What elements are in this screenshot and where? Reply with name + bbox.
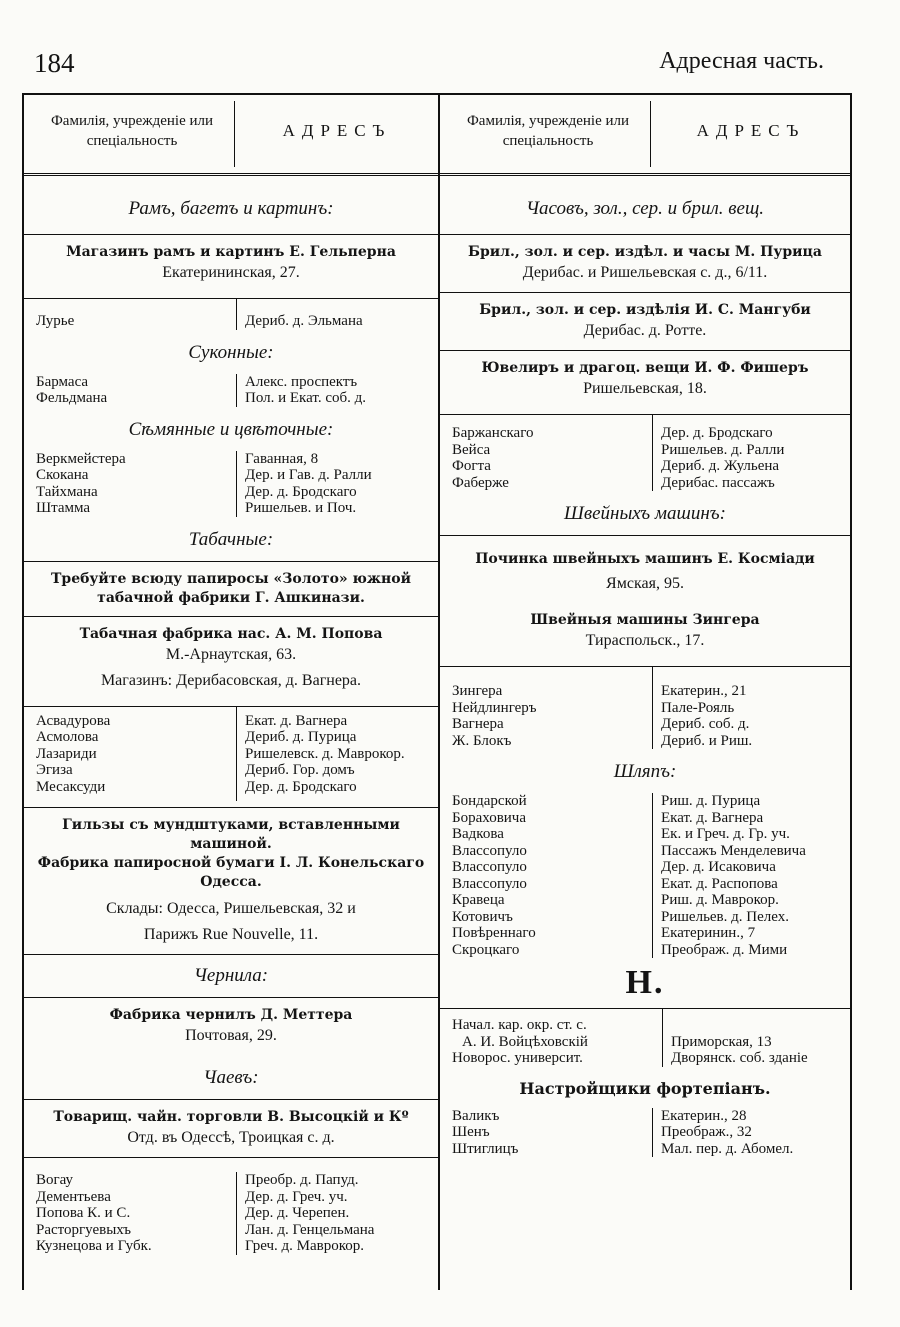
entry-name: Асвадурова (36, 712, 111, 729)
ad-address: Почтовая, 29. (185, 1027, 277, 1044)
list-item (440, 793, 850, 810)
category-frames: Рамъ, багетъ и картинъ: (128, 198, 334, 219)
list-piano-tuners (440, 1108, 850, 1158)
list-item (24, 729, 438, 746)
list-watches (440, 414, 850, 491)
entry-address: Преображ. д. Мими (653, 942, 851, 959)
ad-address: Дерибас. д. Ротте. (583, 322, 707, 339)
address-column-header: АДРЕСЪ (696, 121, 806, 140)
entry-address: Ек. и Греч. д. Гр. уч. (653, 826, 851, 843)
left-column (24, 95, 440, 1290)
list-item (24, 451, 438, 468)
list-item (24, 1172, 438, 1189)
list-sewing (440, 666, 850, 749)
entry-address: Екатеринин., 7 (653, 925, 851, 942)
ad-sewing-kosmiadi (440, 535, 850, 603)
entry-name: Месаксуди (36, 778, 106, 795)
category-tea: Чаевъ: (203, 1067, 259, 1088)
ad-text: Требуйте всюду папиросы «Золото» южной табачной фабрики Г. Ашкинази. (50, 570, 412, 606)
entry-address: Мал. пер. д. Абомел. (653, 1141, 851, 1158)
entry-name: Повѣреннаго (452, 925, 536, 941)
entry-address: Екатерин., 21 (653, 667, 851, 700)
ad-name: Починка швейныхъ машинъ Е. Космiади (475, 551, 815, 567)
category-piano-tuners: Настройщики фортепіанъ. (519, 1078, 771, 1098)
directory-frame (22, 93, 852, 1290)
list-item (440, 892, 850, 909)
entry-address: Преображ., 32 (653, 1124, 851, 1141)
entry-address: Дер. д. Бродскаго (653, 415, 851, 442)
ad-name: Товарищ. чайн. торговли В. Высоцкій и Кº (53, 1109, 409, 1125)
entry-name: Лазариди (36, 745, 97, 762)
entry-address: Дер. д. Исаковича (653, 859, 851, 876)
ad-line: Фабрика папиросной бумаги І. Л. Конельскаго (37, 855, 425, 871)
list-seed (24, 451, 438, 517)
entry-name: А. И. Войцѣховскій (462, 1033, 588, 1050)
list-frames (24, 298, 438, 330)
category-sewing: Швейныхъ машинъ: (564, 503, 726, 524)
entry-address: Дер. д. Черепен. (237, 1205, 439, 1222)
entry-address: Греч. д. Маврокор. (237, 1238, 439, 1255)
ad-frames (24, 234, 438, 292)
entry-name: Асмолова (36, 729, 99, 745)
list-item (24, 762, 438, 779)
entry-address: Дериб. соб. д. (653, 716, 851, 733)
entry-name: Фогта (452, 458, 491, 474)
category-watches: Часовъ, зол., сер. и брил. вещ. (525, 198, 765, 219)
list-item (440, 925, 850, 942)
entry-address: Алекс. проспектъ (237, 374, 439, 391)
ad-name: Швейныя машины Зингера (530, 612, 760, 628)
entry-address: Ришельев. и Поч. (237, 500, 439, 517)
entry-name: Нейдлингеръ (452, 699, 537, 716)
ad-address: Дерибас. и Ришельевская с. д., 6/11. (522, 264, 768, 281)
entry-name: Фаберже (452, 474, 509, 491)
category-ink: Чернила: (24, 954, 438, 987)
ad-address: Склады: Одесса, Ришельевская, 32 и (106, 900, 356, 917)
entry-address: Екат. д. Вагнера (653, 810, 851, 827)
ad-line: Одесса. (200, 874, 262, 890)
ad-watches-puritz (440, 234, 850, 292)
entry-name: Кравеца (452, 892, 505, 908)
entry-name: Влассопуло (452, 842, 527, 859)
entry-address: Екат. д. Распопова (653, 876, 851, 893)
ad-address: М.-Арнаутская, 63. (165, 645, 297, 663)
entry-address: Преобр. д. Папуд. (237, 1172, 439, 1189)
entry-address: Екатерин., 28 (653, 1108, 851, 1125)
right-column (440, 95, 850, 1290)
entry-address: Дериб. и Риш. (653, 733, 851, 750)
ad-watches-fisher (440, 350, 850, 408)
entry-name: Фельдмана (36, 390, 108, 406)
entry-name: Вейса (452, 441, 491, 458)
ad-tobacco-konelsky (24, 807, 438, 954)
list-item (440, 909, 850, 926)
entry-name: Вогау (36, 1172, 74, 1188)
entry-address: Гаванная, 8 (237, 451, 439, 468)
column-header (440, 95, 850, 176)
entry-name: Валикъ (452, 1107, 500, 1124)
entry-name: Начал. кар. окр. ст. с. (452, 1017, 587, 1033)
column-header (24, 95, 438, 176)
page-number: 184 (34, 48, 75, 78)
list-item (24, 1238, 438, 1255)
name-column-header: Фамилія, учрежденіе или спеціальность (466, 113, 630, 149)
entry-address: Дер. д. Греч. уч. (237, 1189, 439, 1206)
entry-name: Зингера (452, 683, 503, 699)
page-running-title: Адресная часть. (659, 48, 824, 74)
entry-address: Ришелевск. д. Маврокор. (237, 746, 439, 763)
entry-address: Дер. д. Бродскаго (237, 779, 439, 802)
list-item (440, 1034, 850, 1051)
list-item (440, 1009, 850, 1034)
list-item (440, 1124, 850, 1141)
ad-address: Магазинъ: Дерибасовская, д. Вагнера. (100, 671, 362, 689)
entry-name: Новорос. университ. (452, 1050, 583, 1066)
list-item (440, 876, 850, 893)
entry-address: Риш. д. Маврокор. (653, 892, 851, 909)
header-divider (650, 101, 651, 167)
ad-name: Ювелиръ и драгоц. вещи И. Ф. Фишеръ (481, 360, 809, 376)
entry-name: Ж. Блокъ (452, 732, 512, 749)
entry-address (663, 1009, 851, 1034)
name-column-header: Фамилія, учрежденіе или спеціальность (50, 113, 214, 149)
list-item (24, 706, 438, 729)
list-item (440, 700, 850, 717)
list-item (24, 779, 438, 802)
ad-watches-mangubi (440, 292, 850, 350)
list-item (440, 843, 850, 860)
ad-name: Фабрика чернилъ Д. Меттера (109, 1007, 353, 1023)
entry-name: Эгиза (36, 762, 73, 778)
category-cloth: Суконные: (188, 341, 274, 363)
entry-address: Риш. д. Пурица (653, 793, 851, 810)
entry-name: Вагнера (452, 716, 504, 732)
entry-address: Ришельев. д. Ралли (653, 442, 851, 459)
list-item (440, 442, 850, 459)
entry-address: Ришельев. д. Пелех. (653, 909, 851, 926)
list-item (440, 810, 850, 827)
entry-name: Котовичъ (452, 908, 513, 925)
entry-name: Скроцкаго (452, 941, 520, 958)
list-item (24, 390, 438, 407)
list-item (440, 716, 850, 733)
ad-tea (24, 1099, 438, 1158)
list-item (440, 859, 850, 876)
ad-tobacco-popov (24, 616, 438, 700)
entry-name: Попова К. и С. (36, 1205, 131, 1221)
list-item (440, 415, 850, 442)
ad-address: Ямская, 95. (606, 575, 684, 592)
entry-address: Дериб. д. Жульена (653, 458, 851, 475)
list-item (440, 475, 850, 492)
entry-name: Бондарской (452, 793, 527, 809)
list-item (24, 1189, 438, 1206)
entry-name: Дементьева (36, 1188, 111, 1205)
entry-name: Вадкова (452, 826, 504, 842)
entry-address: Дериб. Гор. домъ (237, 762, 439, 779)
list-item (24, 484, 438, 501)
ad-address: Ришельевская, 18. (583, 380, 707, 397)
entry-address: Лан. д. Генцельмана (237, 1222, 439, 1239)
ad-address: Парижъ Rue Nouvelle, 11. (143, 926, 319, 943)
ad-tobacco-zoloto (24, 561, 438, 616)
entry-name: Лурье (36, 313, 75, 329)
entry-name: Веркмейстера (36, 450, 126, 467)
ad-name: Табачная фабрика нас. А. М. Попова (79, 625, 383, 642)
category-seed: Сѣмянные и цвѣточные: (128, 418, 334, 440)
list-cloth (24, 374, 438, 407)
entry-name: Тайхмана (36, 483, 98, 500)
entry-address: Пассажъ Менделевича (653, 843, 851, 860)
list-item (440, 1141, 850, 1158)
list-tea (24, 1172, 438, 1255)
list-item (24, 1222, 438, 1239)
list-item (24, 374, 438, 391)
list-item (24, 299, 438, 330)
entry-address: Приморская, 13 (663, 1034, 851, 1051)
ad-name: Брил., зол. и сер. издѣлія И. С. Мангуби (479, 302, 811, 318)
entry-address: Дворянск. соб. зданіе (663, 1050, 851, 1067)
entry-name: Шенъ (452, 1124, 490, 1140)
category-hats: Шляпъ: (613, 761, 677, 782)
list-item (24, 467, 438, 484)
entry-name: Кузнецова и Губк. (36, 1238, 152, 1254)
list-item (440, 1050, 850, 1067)
entry-address: Дериб. д. Пурица (237, 729, 439, 746)
entry-name: Баржанскаго (452, 425, 534, 441)
list-item (440, 733, 850, 750)
entry-name: Влассопуло (452, 875, 527, 892)
list-item (440, 458, 850, 475)
entry-name: Расторгуевыхъ (36, 1221, 131, 1238)
ad-line: Гильзы съ мундштуками, вставленными машиной. (62, 817, 400, 852)
entry-name: Бораховича (452, 809, 527, 826)
entry-address: Пале-Рояль (653, 700, 851, 717)
entry-name: Штиглицъ (452, 1140, 519, 1157)
ad-ink (24, 997, 438, 1055)
list-item (440, 942, 850, 959)
list-n (440, 1008, 850, 1067)
list-item (24, 746, 438, 763)
entry-name: Скокана (36, 467, 89, 483)
entry-address: Екат. д. Вагнера (237, 706, 439, 729)
ad-name: Магазинъ рамъ и картинъ Е. Гельперна (66, 244, 396, 260)
list-item (440, 1108, 850, 1125)
section-letter: Н. (625, 964, 665, 1001)
list-item (440, 826, 850, 843)
entry-name: Влассопуло (452, 859, 527, 875)
ad-address: Отд. въ Одессѣ, Троицкая с. д. (127, 1129, 335, 1146)
entry-name: Штамма (36, 500, 91, 516)
ad-address: Екатерининская, 27. (162, 264, 300, 281)
address-column-header: АДРЕСЪ (282, 121, 392, 140)
list-item (24, 1205, 438, 1222)
ad-address: Тираспольск., 17. (585, 632, 705, 649)
ad-sewing-singer (440, 603, 850, 660)
list-tobacco (24, 706, 438, 802)
header-divider (234, 101, 235, 167)
entry-address: Дериб. д. Эльмана (237, 299, 439, 330)
list-item (440, 667, 850, 700)
entry-address: Пол. и Екат. соб. д. (237, 390, 439, 407)
ad-name: Брил., зол. и сер. издѣл. и часы М. Пурица (468, 244, 822, 260)
entry-address: Дер. д. Бродскаго (237, 484, 439, 501)
entry-name: Бармаса (36, 373, 89, 390)
list-hats (440, 793, 850, 958)
list-item (24, 500, 438, 517)
category-tobacco: Табачные: (188, 528, 274, 550)
entry-address: Дер. и Гав. д. Ралли (237, 467, 439, 484)
entry-address: Дерибас. пассажъ (653, 475, 851, 492)
